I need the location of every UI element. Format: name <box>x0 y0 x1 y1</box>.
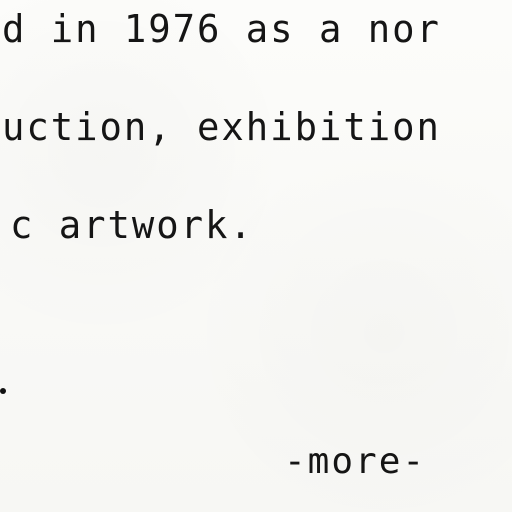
document-line-1: d in 1976 as a nor <box>2 7 441 51</box>
continuation-marker: -more- <box>284 441 427 482</box>
document-line-2: uction, exhibition <box>2 105 441 149</box>
document-line-3: c artwork. <box>10 203 254 247</box>
typed-period-mark <box>0 388 6 394</box>
